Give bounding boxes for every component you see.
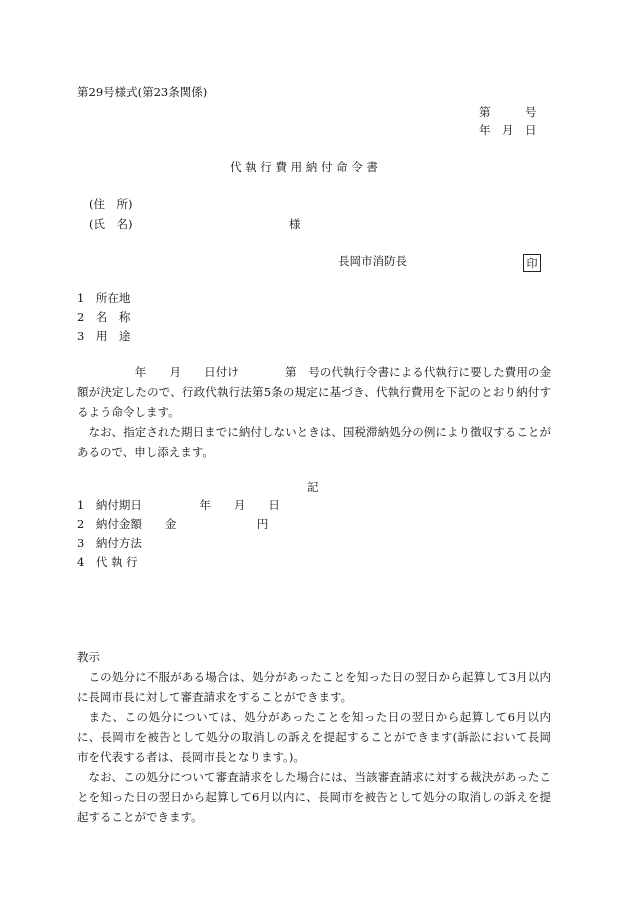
notice-paragraph-1: この処分に不服がある場合は、処分があったことを知った日の翌日から起算して3月以内に長岡市長に対して審査請求をすることができます。 [77, 670, 551, 704]
item-payment-amount: 2 納付金額 金 円 [77, 517, 269, 531]
notice-heading: 教示 [77, 650, 100, 664]
document-title: 代 執 行 費 用 納 付 命 令 書 [230, 160, 378, 174]
item-payment-due: 1 納付期日 年 月 日 [77, 498, 280, 512]
form-title: 第29号様式(第23条関係) [77, 85, 208, 99]
item-execution: 4 代 執 行 [77, 555, 138, 569]
ki-heading: 記 [307, 480, 319, 494]
notice-paragraph-2: また、この処分については、処分があったことを知った日の翌日から起算して6月以内に、長岡市を被告として処分の取消しの訴えを提起することができます(訴訟において長岡市を代表する者は、長岡市長となります。)。 [77, 710, 551, 764]
property-name: 2 名 称 [77, 310, 131, 324]
document-number: 第 号 [479, 105, 537, 119]
body-paragraph-2: なお、指定された期日までに納付しないときは、国税滞納処分の例により徴収することがあるので、申し添えます。 [77, 425, 551, 459]
seal-mark: 印 [523, 254, 541, 272]
notice-paragraph-3: なお、この処分について審査請求をした場合には、当該審査請求に対する裁決があったことを知った日の翌日から起算して6月以内に、長岡市を被告として処分の取消しの訴えを提起することができます。 [77, 770, 551, 824]
recipient-address-label: (住 所) [89, 197, 133, 211]
property-location: 1 所在地 [77, 291, 131, 305]
document-date: 年 月 日 [479, 123, 537, 137]
recipient-name-label: (氏 名) [89, 217, 133, 231]
body-paragraph-1: 年 月 日付け 第 号の代執行令書による代執行に要した費用の金額が決定したので、行政代執行法第5条の規定に基づき、代執行費用を下記のとおり納付するよう命令します。 [77, 365, 551, 419]
item-payment-method: 3 納付方法 [77, 536, 142, 550]
recipient-honorific: 様 [289, 217, 301, 231]
property-use: 3 用 途 [77, 329, 131, 343]
issuer-name: 長岡市消防長 [338, 254, 407, 268]
